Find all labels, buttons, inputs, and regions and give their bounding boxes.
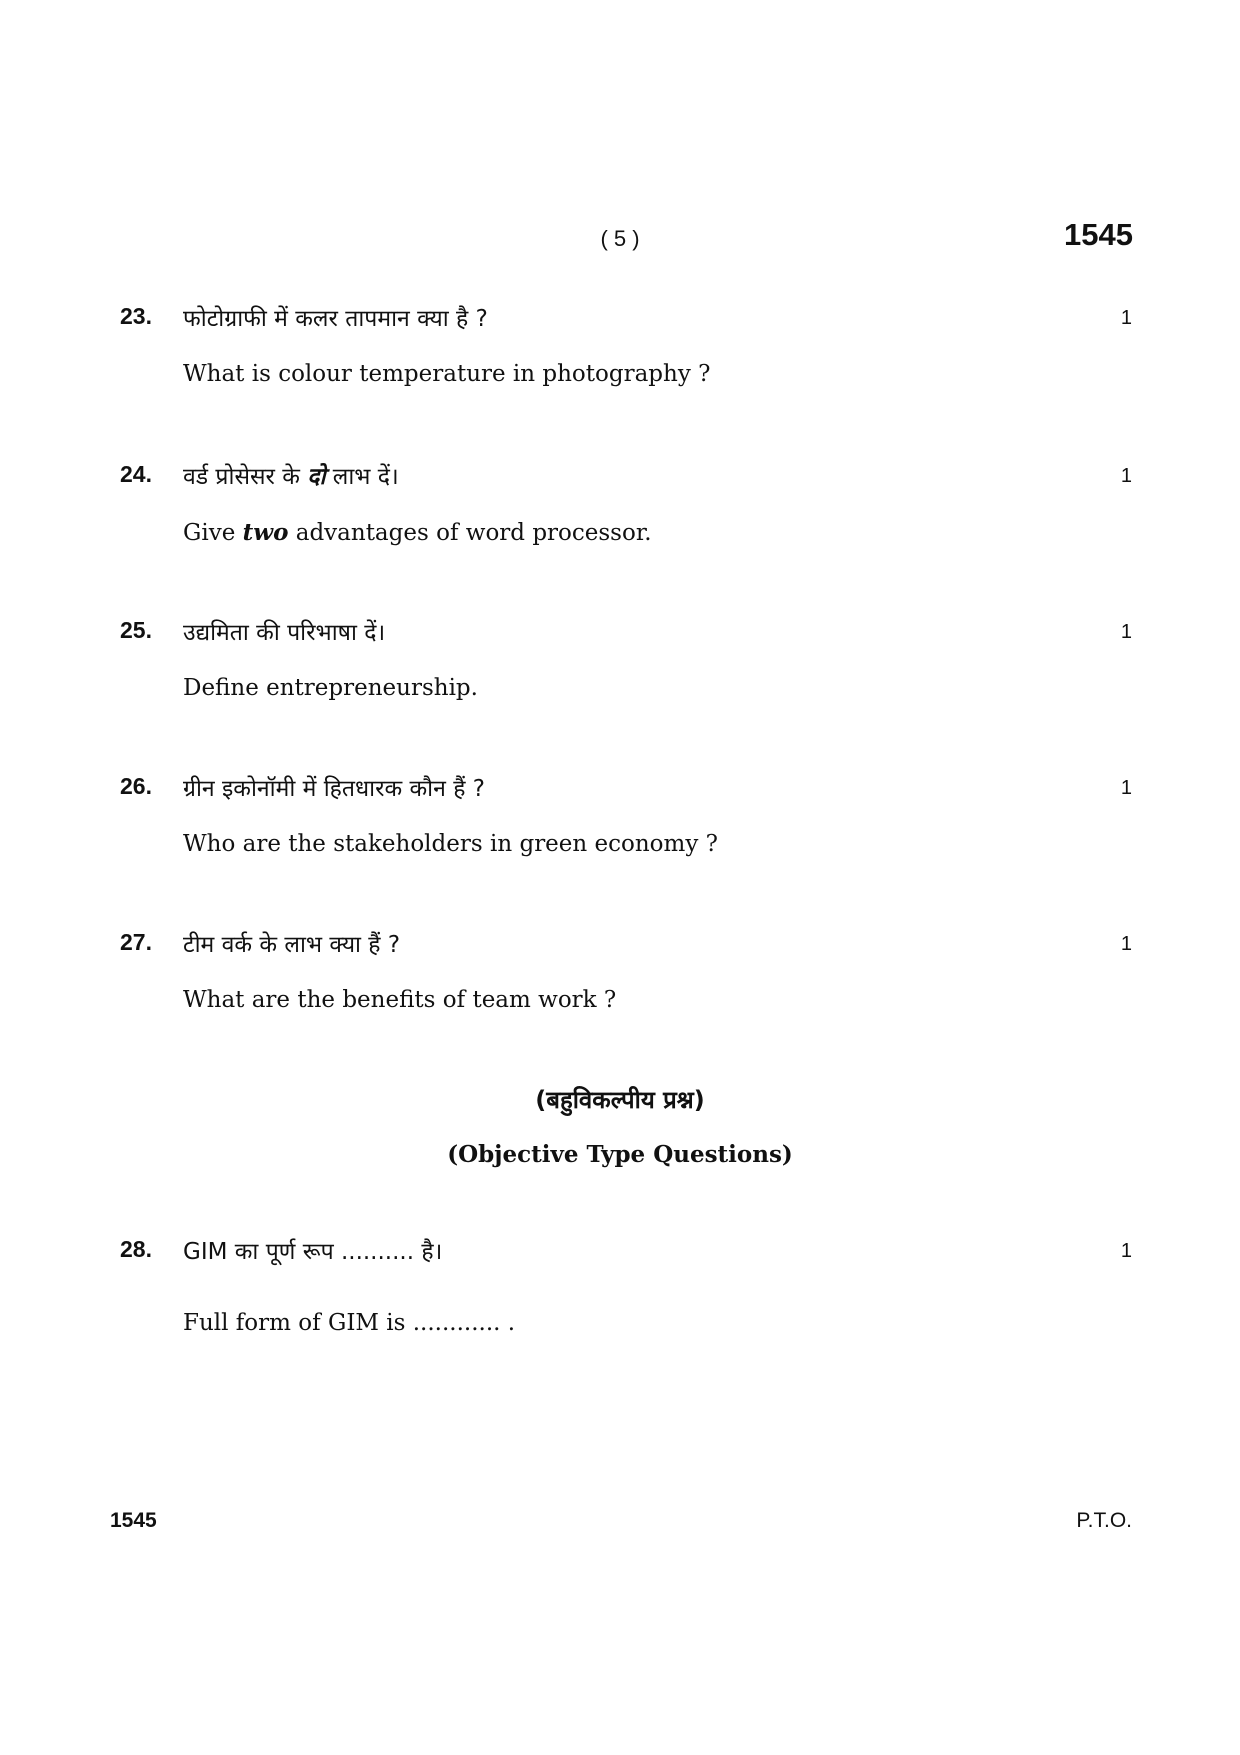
emphasis-two-hindi: दो	[307, 464, 326, 490]
question-marks: 1	[1120, 307, 1132, 329]
question-english: What are the benefits of team work ?	[183, 987, 617, 1013]
question-hindi: वर्ड प्रोसेसर के दो लाभ दें।	[183, 464, 399, 490]
question-number: 23.	[120, 303, 152, 329]
question-hindi: उद्यमिता की परिभाषा दें।	[183, 620, 386, 646]
paper-code-top: 1545	[1064, 217, 1133, 252]
section-heading-hindi: (बहुविकल्पीय प्रश्न)	[535, 1086, 705, 1114]
question-number: 28.	[120, 1236, 152, 1262]
question-english: Full form of GIM is ............ .	[183, 1310, 516, 1336]
question-number: 26.	[120, 773, 152, 799]
question-marks: 1	[1120, 465, 1132, 487]
emphasis-two: two	[242, 519, 289, 546]
question-number: 24.	[120, 461, 152, 487]
question-english: Give two advantages of word processor.	[183, 519, 652, 546]
question-number: 27.	[120, 929, 152, 955]
question-hindi: टीम वर्क के लाभ क्या हैं ?	[183, 932, 401, 958]
question-hindi: ग्रीन इकोनॉमी में हितधारक कौन हैं ?	[183, 776, 485, 802]
question-english: Who are the stakeholders in green economy ?	[183, 831, 718, 857]
question-hindi: GIM का पूर्ण रूप .......... है।	[183, 1239, 443, 1265]
question-number: 25.	[120, 617, 152, 643]
section-heading-english: (Objective Type Questions)	[447, 1141, 793, 1168]
question-english: What is colour temperature in photography ?	[183, 361, 711, 387]
page-number: ( 5 )	[600, 226, 640, 251]
question-marks: 1	[1120, 933, 1132, 955]
question-marks: 1	[1120, 777, 1132, 799]
pto-label: P.T.O.	[1076, 1509, 1132, 1532]
question-marks: 1	[1120, 1240, 1132, 1262]
paper-code-bottom: 1545	[110, 1509, 157, 1532]
question-hindi: फोटोग्राफी में कलर तापमान क्या है ?	[183, 306, 488, 332]
question-english: Define entrepreneurship.	[183, 675, 478, 701]
question-marks: 1	[1120, 621, 1132, 643]
